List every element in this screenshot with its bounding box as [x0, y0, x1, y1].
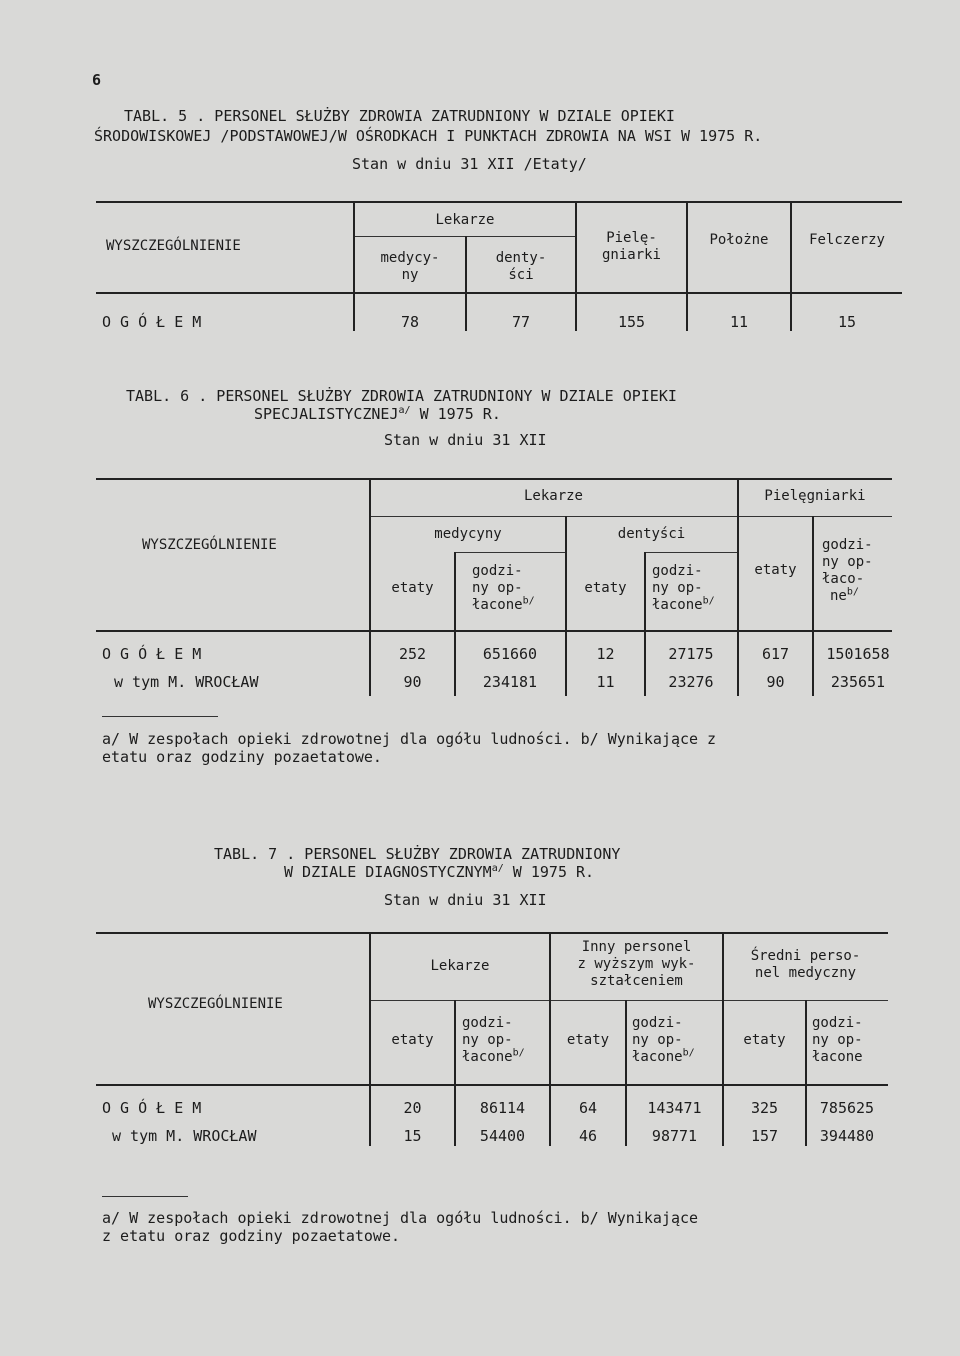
table-cell: 20 — [403, 1099, 422, 1117]
table-cell: 12 — [596, 645, 615, 663]
table-5-subtitle: Stan w dniu 31 XII /Etaty/ — [352, 155, 587, 173]
table-5-header-spec: WYSZCZEGÓLNIENIE — [106, 238, 241, 254]
table-6-header-spec: WYSZCZEGÓLNIENIE — [142, 537, 277, 553]
table-7-subtitle: Stan w dniu 31 XII — [384, 891, 547, 909]
table-cell: 90 — [766, 673, 785, 691]
table-6-header-godz-dent-3: łacone$^{b/}$ — [652, 595, 715, 613]
table-7-header-godz-lek-1: godzi- — [462, 1015, 513, 1031]
table-6-header-piel: Pielęgniarki — [764, 488, 866, 504]
table-6-header-godz-piel-4: $ne^{b/}$ — [830, 586, 859, 604]
table-7-footnote-line2: z etatu oraz godziny pozaetatowe. — [102, 1227, 401, 1245]
table-6-header-godz-dent-2: ny op- — [652, 580, 703, 596]
table-6-header-etaty-piel: etaty — [754, 562, 797, 578]
table-5-header-med-2: ny — [401, 267, 419, 283]
table-cell: 15 — [403, 1127, 422, 1145]
table-cell: 785625 — [819, 1099, 875, 1117]
table-6-header-med: medycyny — [434, 526, 502, 542]
table-cell: 651660 — [482, 645, 538, 663]
table-cell: 64 — [578, 1099, 598, 1117]
table-6-header-godz-med-2: ny op- — [472, 580, 523, 596]
table-cell: 54400 — [479, 1127, 526, 1145]
table-cell: 143471 — [647, 1099, 702, 1117]
table-6-footnote-line2: etatu oraz godziny pozaetatowe. — [102, 748, 382, 766]
table-cell: 86114 — [479, 1099, 526, 1117]
table-6-header-godz-piel-3: łaco- — [822, 571, 865, 587]
table-7-header-etaty-lek: etaty — [391, 1032, 434, 1048]
table-7-header-inny-1: Inny personel — [581, 939, 692, 955]
table-7-header-godz-sredni-3: łacone — [812, 1049, 863, 1065]
table-5-header-piel-1: Pielę- — [606, 230, 657, 246]
table-cell: 77 — [511, 313, 531, 331]
table-7-header-inny-3: ształceniem — [590, 973, 683, 989]
table-5-row-label: O G Ó Ł E M — [102, 313, 202, 331]
table-5-header-med-1: medycy- — [380, 250, 440, 266]
table-cell: 78 — [400, 313, 420, 331]
table-6-header-lekarze: Lekarze — [523, 488, 583, 504]
table-5-header-lekarze: Lekarze — [435, 212, 495, 228]
table-7-header-godz-sredni-2: ny op- — [812, 1032, 863, 1048]
table-6-header-etaty-dent: etaty — [584, 580, 627, 596]
table-6-header-godz-piel-2: ny op- — [822, 554, 873, 570]
table-cell: 157 — [750, 1127, 779, 1145]
table-7-header-lekarze: Lekarze — [430, 958, 490, 974]
table-6-header-etaty-med: etaty — [391, 580, 434, 596]
table-cell: 27175 — [668, 645, 714, 663]
table-7-header-godz-lek-3: łacone$^{b/}$ — [462, 1047, 525, 1065]
table-7-header-etaty-inny: etaty — [566, 1032, 610, 1048]
table-cell: 617 — [761, 645, 790, 663]
table-6-header-godz-piel-1: godzi- — [822, 537, 873, 553]
table-cell: 155 — [617, 313, 646, 331]
table-6-title-line2: $SPECJALISTYCZNEJ^{a/}$ W 1975 R. — [254, 405, 501, 423]
table-7-header-godz-sredni-1: godzi- — [812, 1015, 863, 1031]
table-7-header-godz-lek-2: ny op- — [462, 1032, 513, 1048]
table-5-header-piel-2: gniarki — [601, 247, 661, 263]
table-7-title-line2: W DZIALE $DIAGNOSTYCZNYM^{a/}$ W 1975 R. — [284, 863, 595, 881]
table-7-row-label: w tym M. WROCŁAW — [112, 1127, 257, 1145]
table-6-subtitle: Stan w dniu 31 XII — [384, 431, 547, 449]
table-7-title-line1: TABL. 7 . PERSONEL SŁUŻBY ZDROWIA ZATRUDNIONY — [214, 845, 621, 863]
page-number: 6 — [92, 71, 102, 89]
table-cell: 325 — [750, 1099, 779, 1117]
table-6-title-line1: TABL. 6 . PERSONEL SŁUŻBY ZDROWIA ZATRUDNIONY W DZIALE OPIEKI — [126, 387, 677, 405]
table-cell: 234181 — [482, 673, 538, 691]
table-7-header-godz-inny-3: łacone$^{b/}$ — [632, 1047, 695, 1065]
table-5-title-line1: TABL. 5 . PERSONEL SŁUŻBY ZDROWIA ZATRUDNIONY W DZIALE OPIEKI — [124, 107, 675, 125]
table-7-header-godz-inny-1: godzi- — [632, 1015, 683, 1031]
table-7-header-spec: WYSZCZEGÓLNIENIE — [148, 996, 283, 1012]
table-cell: 23276 — [668, 673, 714, 691]
table-cell: 90 — [403, 673, 422, 691]
table-cell: 394480 — [819, 1127, 875, 1145]
table-7-header-sredni-2: nel medyczny — [754, 965, 857, 981]
table-7-header-godz-inny-2: ny op- — [632, 1032, 683, 1048]
table-cell: 15 — [837, 313, 857, 331]
table-6-header-godz-med-3: łacone$^{b/}$ — [472, 595, 535, 613]
table-5-header-fel: Felczerzy — [809, 232, 885, 248]
table-cell: 252 — [398, 645, 427, 663]
table-cell: 98771 — [651, 1127, 698, 1145]
table-6-header-godz-med-1: godzi- — [472, 563, 523, 579]
table-7-row-label: O G Ó Ł E M — [102, 1099, 202, 1117]
table-cell: 11 — [729, 313, 749, 331]
table-7-header-etaty-sredni: etaty — [743, 1032, 786, 1048]
table-7-footnote-line1: a/ W zespołach opieki zdrowotnej dla ogółu ludności. b/ Wynikające — [102, 1209, 699, 1227]
table-5-header-pol: Położne — [709, 232, 769, 248]
table-5-title-line2: ŚRODOWISKOWEJ /PODSTAWOWEJ/W OŚRODKACH I PUNKTACH ZDROWIA NA WSI W 1975 R. — [94, 127, 763, 145]
table-6-header-dent: dentyści — [617, 526, 686, 542]
table-cell: 46 — [578, 1127, 598, 1145]
table-5-header-dent-2: ści — [508, 267, 534, 283]
table-cell: 235651 — [830, 673, 886, 691]
table-6-footnote-line1: a/ W zespołach opieki zdrowotnej dla ogółu ludności. b/ Wynikające z — [102, 730, 717, 748]
table-7-header-inny-2: z wyższym wyk- — [577, 956, 696, 972]
table-cell: 11 — [596, 673, 615, 691]
table-cell: 1501658 — [826, 645, 890, 663]
table-6-row-label: w tym M. WROCŁAW — [114, 673, 259, 691]
table-5-header-dent-1: denty- — [495, 250, 547, 266]
table-6-row-label: O G Ó Ł E M — [102, 645, 202, 663]
table-7-header-sredni-1: Średni perso- — [750, 948, 861, 964]
table-6-header-godz-dent-1: godzi- — [652, 563, 703, 579]
